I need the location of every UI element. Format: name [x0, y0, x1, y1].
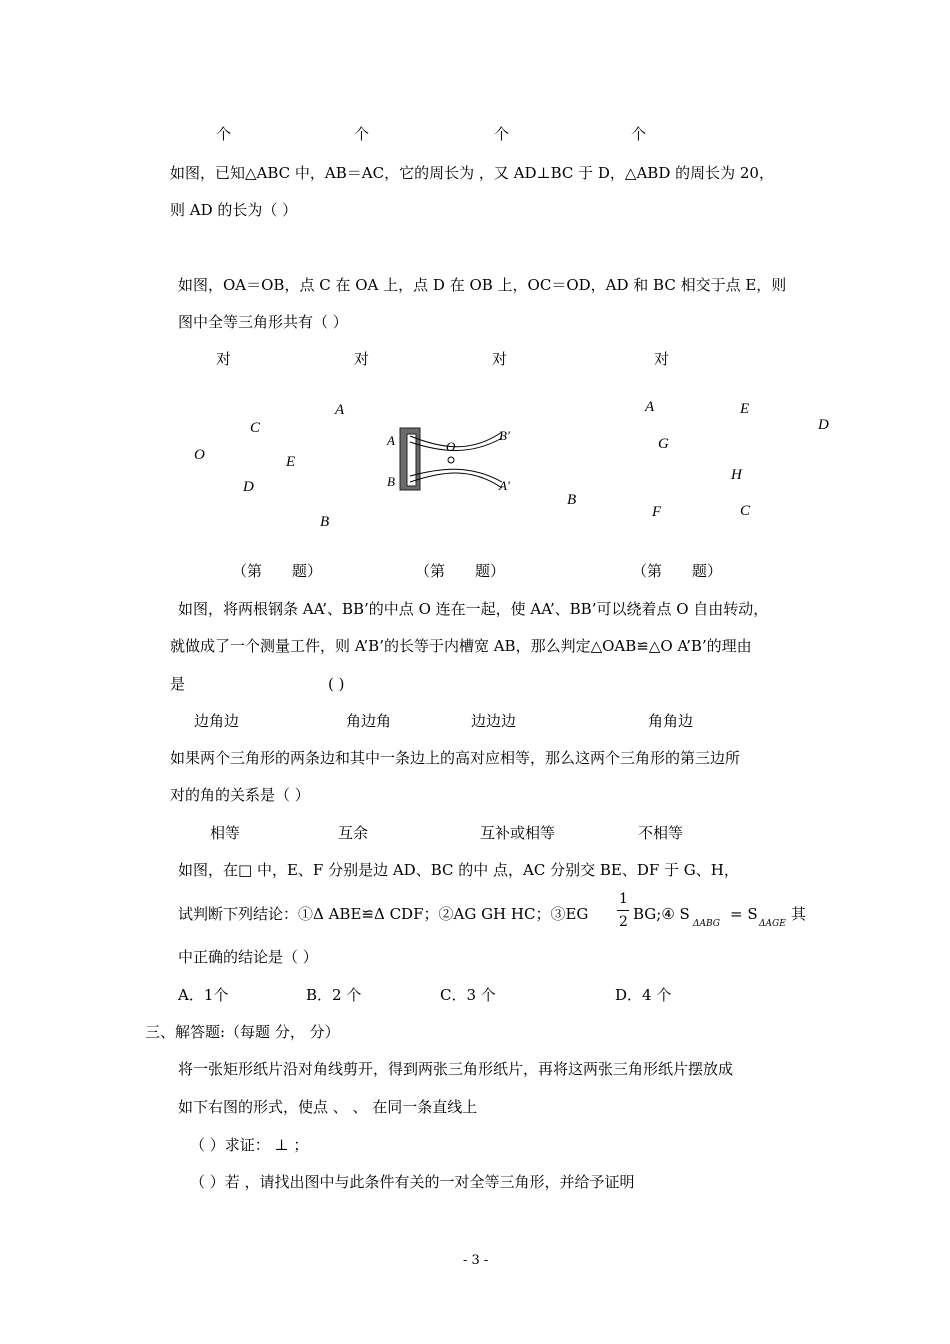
caption-2: （第 题）	[415, 562, 506, 580]
fig1-label-d: D	[243, 479, 254, 495]
fig1-label-b: B	[320, 514, 330, 530]
q5-sub1: ΔABG	[693, 919, 720, 929]
option-3: 个	[494, 125, 510, 143]
fig3-label-c: C	[740, 503, 751, 519]
q5-frac-den: 2	[619, 914, 628, 930]
q3-opt-d: 角角边	[648, 712, 694, 730]
q6-line1: 将一张矩形纸片沿对角线剪开，得到两张三角形纸片，再将这两张三角形纸片摆放成	[178, 1060, 734, 1078]
q5-sub2: ΔAGE	[759, 919, 786, 929]
q4-line1: 如果两个三角形的两条边和其中一条边上的高对应相等，那么这两个三角形的第三边所	[170, 749, 741, 767]
q4-opt-b: 互余	[338, 824, 369, 842]
q3-answer-paren: ( )	[328, 675, 345, 693]
q2-opt-b: 对	[354, 350, 370, 368]
fig3-label-a: A	[645, 399, 655, 415]
option-2: 个	[354, 125, 370, 143]
q3-opt-a: 边角边	[194, 712, 240, 730]
fig3-label-d: D	[818, 417, 829, 433]
q5-line1: 如图，在□ 中，E、F 分别是边 AD、BC 的中 点，AC 分别交 BE、DF 于 G、H，	[178, 861, 739, 879]
q3-line2: 就做成了一个测量工件，则 A’B’的长等于内槽宽 AB，那么判定△OAB≌△O A’B’的理由	[170, 637, 752, 655]
section-3-heading: 三、解答题:（每题 分， 分）	[145, 1023, 340, 1041]
q5-opt-b: B．2 个	[306, 986, 362, 1004]
fig2-label-a-prime: A'	[499, 478, 510, 493]
q4-opt-c: 互补或相等	[480, 824, 556, 842]
q2-opt-c: 对	[492, 350, 508, 368]
fig2-label-b-prime: B'	[499, 428, 510, 443]
q5-opt-a: A．1个	[178, 986, 229, 1004]
fig3-label-g: G	[658, 436, 669, 452]
option-4: 个	[631, 125, 647, 143]
q5-frac-num: 1	[619, 891, 628, 907]
q2-line2: 图中全等三角形共有（ ）	[178, 313, 348, 331]
q2-line1: 如图，OA＝OB，点 C 在 OA 上，点 D 在 OB 上，OC＝OD，AD 和 BC 相交于点 E，则	[178, 276, 787, 294]
q6-part1: （ ）求证： ⊥ ；	[190, 1136, 309, 1154]
q3-line1: 如图，将两根钢条 AA’、BB’的中点 O 连在一起，使 AA’、BB’可以绕着点 O 自由转动，	[178, 600, 769, 618]
q5-line2a: 试判断下列结论：①Δ ABE≌Δ CDF；②AG GH HC；③EG	[178, 905, 589, 923]
page-number: - 3 -	[463, 1253, 489, 1268]
q5-eq: = S	[730, 905, 758, 923]
q5-frac-bar	[617, 910, 629, 911]
caption-3: （第 题）	[632, 562, 723, 580]
fig2-label-o: O	[446, 439, 456, 454]
q6-part2: （ ）若 ，请找出图中与此条件有关的一对全等三角形，并给予证明	[190, 1173, 635, 1191]
q5-opt-d: D．4 个	[615, 986, 672, 1004]
q4-opt-d: 不相等	[638, 824, 684, 842]
fig3-label-h: H	[731, 467, 742, 483]
q3-opt-b: 角边角	[346, 712, 392, 730]
fig3-label-f: F	[652, 504, 662, 520]
fig1-label-o: O	[194, 447, 205, 463]
q5-line2c: 其	[791, 905, 807, 923]
fig2-label-b: B	[387, 474, 395, 489]
q4-line2: 对的角的关系是（ ）	[170, 786, 310, 804]
option-1: 个	[216, 125, 232, 143]
q3-opt-c: 边边边	[471, 712, 517, 730]
q5-line2b: BG;④ S	[633, 905, 690, 923]
fig2-label-a: A	[387, 433, 395, 448]
q4-opt-a: 相等	[210, 824, 241, 842]
fig1-label-a: A	[335, 402, 345, 418]
q5-line3: 中正确的结论是（ ）	[178, 948, 318, 966]
q2-opt-a: 对	[216, 350, 232, 368]
fig1-label-e: E	[286, 454, 296, 470]
q3-line3: 是	[170, 675, 186, 693]
q5-opt-c: C．3 个	[440, 986, 496, 1004]
q6-line2: 如下右图的形式，使点 、 、 在同一条直线上	[178, 1098, 478, 1116]
q2-opt-d: 对	[654, 350, 670, 368]
fig3-label-e: E	[740, 401, 750, 417]
q1-line1: 如图，已知△ABC 中，AB＝AC，它的周长为 ，又 AD⊥BC 于 D，△ABD 的周长为 20，	[170, 164, 774, 182]
q1-line2: 则 AD 的长为（ ）	[170, 201, 298, 219]
fig1-label-c: C	[250, 420, 261, 436]
fig3-label-b: B	[567, 492, 577, 508]
caption-1: （第 题）	[232, 562, 323, 580]
